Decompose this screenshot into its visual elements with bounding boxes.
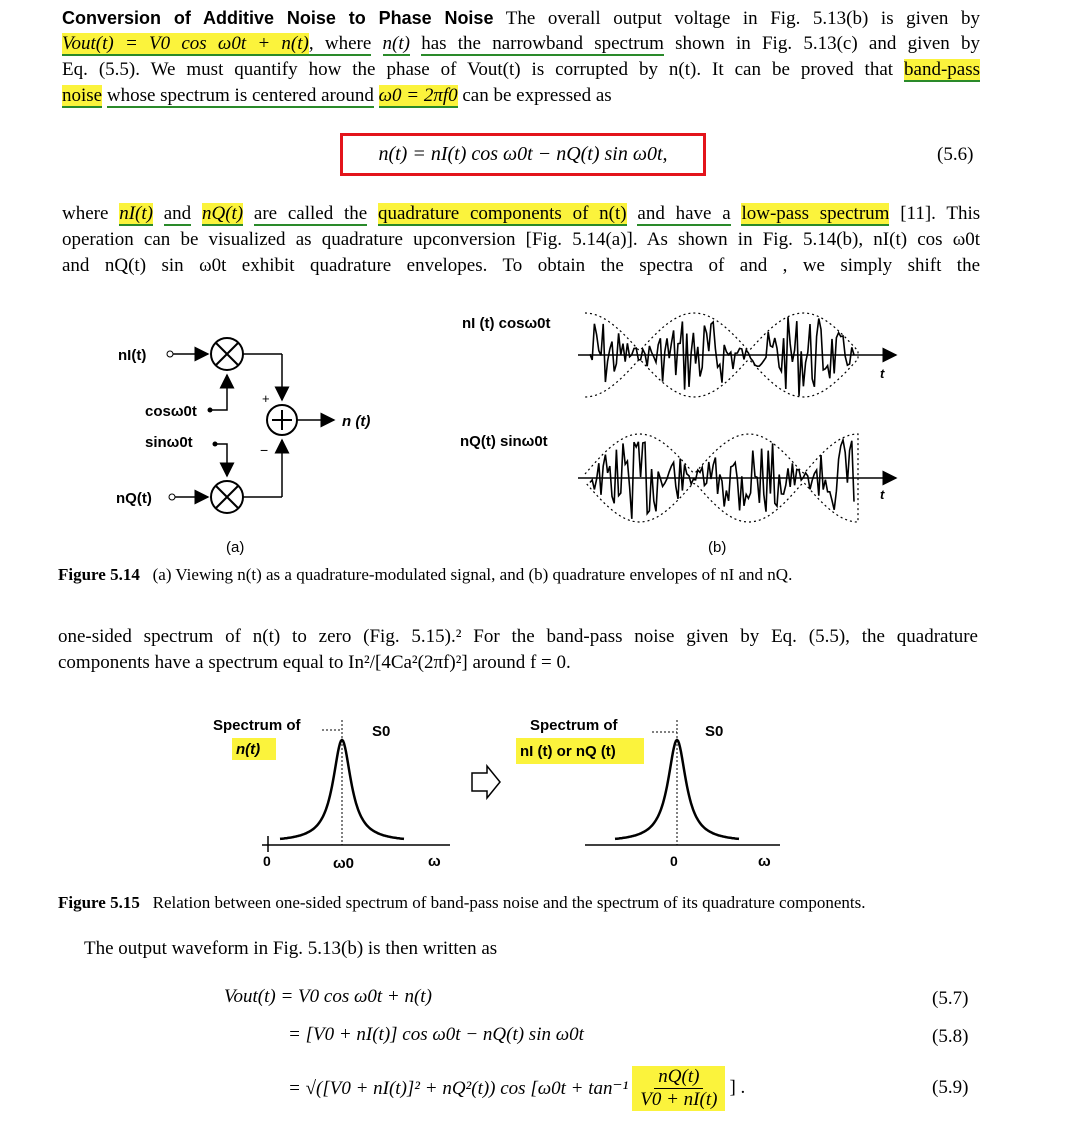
para1-line2: Vout(t) = V0 cos ω0t + n(t), where n(t) has the narrowband spectrum shown in Fig. 5.13(c) and given by [62, 33, 981, 54]
left-w-label: ω [428, 853, 441, 870]
summer-icon [267, 405, 297, 435]
right-zero-label: 0 [670, 853, 678, 869]
cos-label: cosω0t [145, 403, 197, 420]
bottom-noise-waveform [590, 440, 854, 519]
left-spectrum-title: Spectrum of [213, 717, 301, 734]
nq-label: nQ(t) [116, 490, 152, 507]
right-w-label: ω [758, 853, 771, 870]
equation-5-7-number: (5.7) [932, 988, 969, 1009]
equation-5-6-number: (5.6) [937, 144, 974, 165]
mixer-top-icon [211, 338, 243, 370]
top-t-label: t [880, 366, 885, 381]
equation-5-7: Vout(t) = V0 cos ω0t + n(t) [224, 986, 432, 1007]
figure-5-14-caption: Figure 5.14 (a) Viewing n(t) as a quadrature-modulated signal, and (b) quadrature envelopes of nI and nQ. [58, 565, 793, 584]
para2-line1: where nI(t) and nQ(t) are called the quadrature components of n(t) and have a low-pass spectrum [11]. This [62, 203, 981, 224]
nq-highlight: nQ(t) [201, 203, 244, 224]
sin-label: sinω0t [145, 434, 193, 451]
quadrature-components-highlight: quadrature components of n(t) [378, 203, 627, 224]
low-pass-highlight: low-pass spectrum [741, 203, 890, 224]
vout-expression: Vout(t) = V0 cos ω0t + n(t) [62, 33, 309, 54]
subfig-a-label: (a) [226, 539, 245, 556]
subfig-b-label: (b) [708, 539, 727, 556]
left-zero-label: 0 [263, 853, 271, 869]
equation-5-9-number: (5.9) [932, 1077, 969, 1098]
figure-5-14 [0, 300, 1068, 600]
minus-sign: − [260, 442, 269, 458]
equation-5-8: = [V0 + nI(t)] cos ω0t − nQ(t) sin ω0t [288, 1024, 584, 1045]
equation-5-6-box: n(t) = nI(t) cos ω0t − nQ(t) sin ω0t, [340, 133, 706, 176]
fraction: nQ(t) V0 + nI(t) [632, 1066, 725, 1111]
para1-line3: Eq. (5.5). We must quantify how the phase of Vout(t) is corrupted by n(t). It can be proved that band-pass [62, 59, 980, 80]
para3-line1: one-sided spectrum of n(t) to zero (Fig. 5.15).² For the band-pass noise given by Eq. (5.5), the quadrature [58, 626, 978, 647]
transform-arrow-icon [472, 766, 500, 798]
figure-5-15 [0, 700, 1068, 885]
para4: The output waveform in Fig. 5.13(b) is then written as [84, 938, 498, 959]
nq-sin-label: nQ(t) sinω0t [460, 433, 548, 450]
sin-terminal [213, 442, 218, 447]
left-w0-label: ω0 [333, 855, 355, 872]
sin-wire [217, 444, 227, 476]
para1-line4: noise whose spectrum is centered around ω0 = 2πf0 can be expressed as [62, 85, 612, 106]
plus-sign: + [262, 391, 270, 406]
bottom-t-label: t [880, 487, 885, 502]
cos-wire [212, 375, 227, 410]
right-spectrum-nint: nI (t) or nQ (t) [520, 743, 616, 760]
equation-5-8-number: (5.8) [932, 1026, 969, 1047]
right-s0-label: S0 [705, 723, 724, 740]
figure-5-15-caption: Figure 5.15 Relation between one-sided spectrum of band-pass noise and the spectrum of its quadrature components. [58, 893, 866, 912]
nq-terminal [169, 494, 175, 500]
section-heading: Conversion of Additive Noise to Phase Noise [62, 8, 494, 28]
right-spectrum-title: Spectrum of [530, 717, 618, 734]
ni-cos-label: nI (t) cosω0t [462, 315, 551, 332]
band-pass-highlight: band-pass [904, 59, 980, 80]
nt-output-label: n (t) [342, 413, 371, 430]
ni-highlight: nI(t) [119, 203, 153, 224]
para2-line2: operation can be visualized as quadrature upconversion [Fig. 5.14(a)]. As shown in Fig. 5.14(b), nI(t) cos ω0t [62, 229, 980, 250]
left-spectrum-nt: n(t) [236, 741, 261, 758]
para2-line3: and nQ(t) sin ω0t exhibit quadrature envelopes. To obtain the spectra of and , we simply shift the [62, 255, 980, 276]
w0-expression: ω0 = 2πf0 [378, 85, 458, 106]
cos-terminal [208, 408, 213, 413]
para3-line2: components have a spectrum equal to In²/[4Ca²(2πf)²] around f = 0. [58, 652, 571, 673]
ni-terminal [167, 351, 173, 357]
para1-line1: Conversion of Additive Noise to Phase Noise The overall output voltage in Fig. 5.13(b) is given by [62, 8, 980, 29]
ni-label: nI(t) [118, 347, 147, 364]
equation-5-9: = √([V0 + nI(t)]² + nQ²(t)) cos [ω0t + tan⁻¹ nQ(t) V0 + nI(t) ] . [288, 1065, 746, 1110]
left-s0-label: S0 [372, 723, 391, 740]
top-noise-waveform [590, 317, 854, 396]
mixer-bottom-icon [211, 481, 243, 513]
